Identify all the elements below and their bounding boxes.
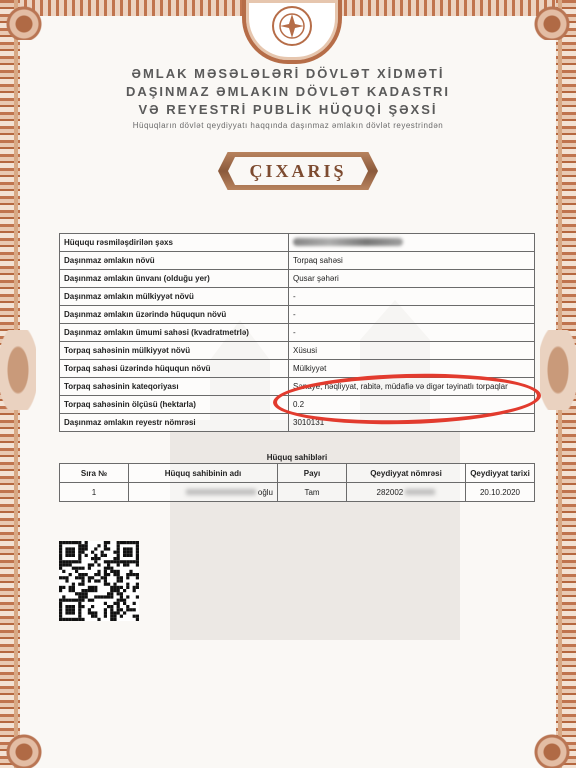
info-value: Sənaye, nəqliyyat, rabitə, müdafiə və digər təyinatlı torpaqlar xyxy=(289,378,535,396)
info-label: Torpaq sahəsinin kateqoriyası xyxy=(60,378,289,396)
col-header: Payı xyxy=(278,464,347,483)
side-ornament-left xyxy=(0,330,36,410)
table-row xyxy=(60,483,535,502)
owner-reg-date: 20.10.2020 xyxy=(466,483,535,502)
corner-ornament-bl xyxy=(0,728,48,768)
info-label: Daşınmaz əmlakın növü xyxy=(60,252,289,270)
table-row xyxy=(60,270,535,288)
owners-section-title: Hüquq sahibləri xyxy=(266,453,328,462)
table-row xyxy=(60,288,535,306)
owners-table xyxy=(59,463,535,502)
header-line-3: VƏ REYESTRİ PUBLİK HÜQUQİ ŞƏXSİ xyxy=(138,102,438,117)
info-label: Daşınmaz əmlakın reyestr nömrəsi xyxy=(60,414,289,432)
info-label: Hüququ rəsmiləşdirilən şəxs xyxy=(60,234,289,252)
info-value: Mülkiyyət xyxy=(289,360,535,378)
info-label: Daşınmaz əmlakın ümumi sahəsi (kvadratmetrlə) xyxy=(60,324,289,342)
info-label: Torpaq sahəsinin ölçüsü (hektarla) xyxy=(60,396,289,414)
info-value-redacted xyxy=(289,234,535,252)
owner-reg-no-cell xyxy=(347,483,466,502)
corner-ornament-tr xyxy=(528,0,576,40)
corner-ornament-br xyxy=(528,728,576,768)
info-label: Daşınmaz əmlakın üzərində hüququn növü xyxy=(60,306,289,324)
qr-code-icon xyxy=(59,541,139,621)
table-row xyxy=(60,234,535,252)
col-header: Qeydiyyat tarixi xyxy=(466,464,535,483)
table-row xyxy=(60,324,535,342)
col-header: Hüquq sahibinin adı xyxy=(129,464,278,483)
owner-share: Tam xyxy=(278,483,347,502)
info-label: Daşınmaz əmlakın ünvanı (olduğu yer) xyxy=(60,270,289,288)
table-row xyxy=(60,252,535,270)
owner-reg-no: 282002 xyxy=(376,487,404,497)
side-ornament-right xyxy=(540,330,576,410)
info-value: Torpaq sahəsi xyxy=(289,252,535,270)
info-value: - xyxy=(289,306,535,324)
info-value: Xüsusi xyxy=(289,342,535,360)
owner-name: oğlu xyxy=(257,487,273,497)
owner-name-cell xyxy=(129,483,278,502)
state-emblem-icon xyxy=(242,0,342,64)
info-label: Torpaq sahəsinin mülkiyyət növü xyxy=(60,342,289,360)
header-line-1: ƏMLAK MƏSƏLƏLƏRİ DÖVLƏT XİDMƏTİ xyxy=(131,66,445,81)
table-header-row xyxy=(60,464,535,483)
table-row xyxy=(60,342,535,360)
title-banner xyxy=(218,152,378,190)
document-title: ÇIXARIŞ xyxy=(249,161,347,181)
info-value: - xyxy=(289,288,535,306)
col-header: Qeydiyyat nömrəsi xyxy=(347,464,466,483)
corner-ornament-tl xyxy=(0,0,48,40)
info-label: Daşınmaz əmlakın mülkiyyət növü xyxy=(60,288,289,306)
info-value: 0.2 xyxy=(289,396,535,414)
header-line-2: DAŞINMAZ ƏMLAKIN DÖVLƏT KADASTRI xyxy=(125,84,451,99)
info-value: - xyxy=(289,324,535,342)
info-value: Qusar şəhəri xyxy=(289,270,535,288)
owner-no: 1 xyxy=(60,483,129,502)
header-subtitle: Hüquqların dövlət qeydiyyatı haqqında daşınmaz əmlakın dövlət reyestrindən xyxy=(132,121,444,130)
table-row xyxy=(60,306,535,324)
info-value: 3010131 xyxy=(289,414,535,432)
col-header: Sıra № xyxy=(60,464,129,483)
info-label: Torpaq sahəsi üzərində hüququn növü xyxy=(60,360,289,378)
